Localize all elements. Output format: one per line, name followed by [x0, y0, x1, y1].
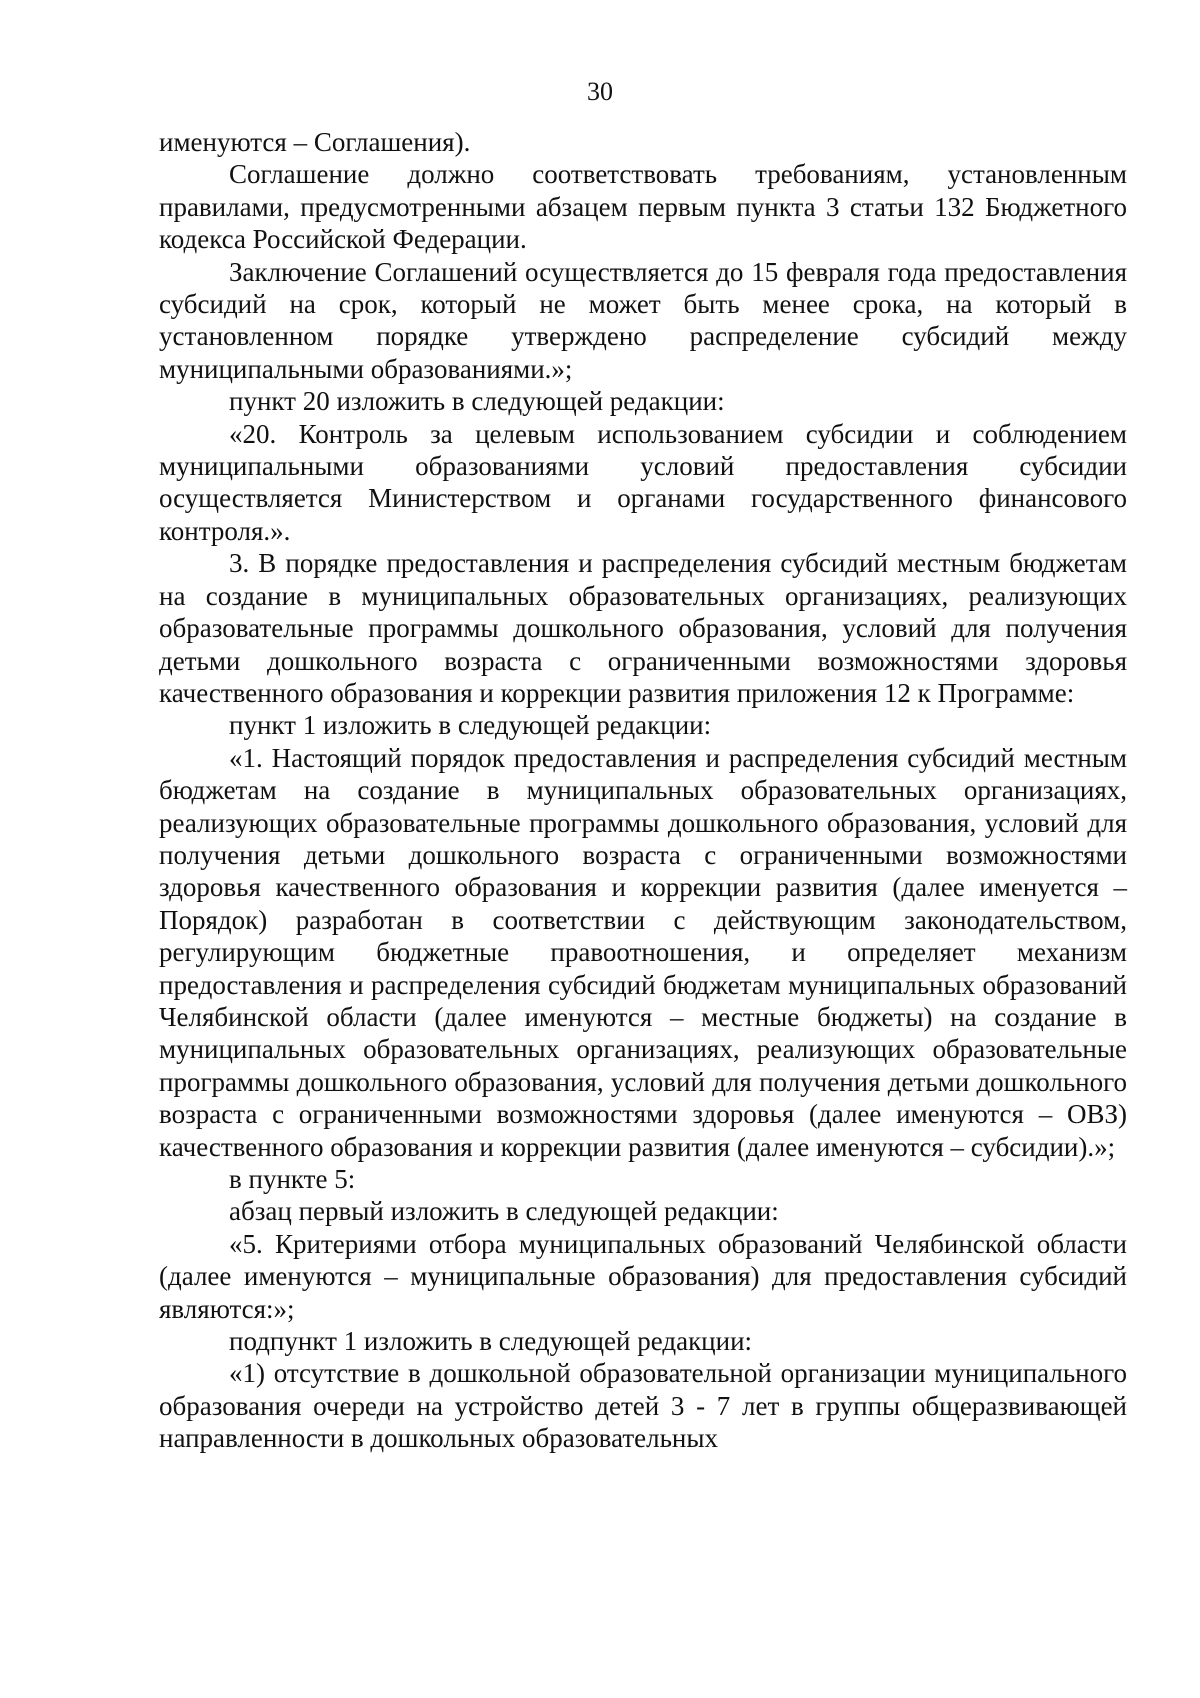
paragraph-9: в пункте 5: — [229, 1164, 356, 1194]
page-number: 30 — [587, 77, 613, 106]
paragraph-6: 3. В порядке предоставления и распределения субсидий местным бюджетам на создание в муниципальных образовательных организациях, реализующих образовательные программы дошкольного образования, условий для получения детьми дошкольного возраста с ограниченными возможностями здоровья качественного образования и коррекции развития приложения 12 к Программе: — [159, 548, 1127, 708]
document-body — [159, 126, 1127, 1455]
paragraph-1: именуются – Соглашения). — [159, 127, 471, 157]
paragraph-3: Заключение Соглашений осуществляется до 15 февраля года предоставления субсидий на срок, который не может быть менее срока, на который в установленном порядке утверждено распределение субсидий между муниципальными образованиями.»; — [159, 256, 1127, 384]
paragraph-7: пункт 1 изложить в следующей редакции: — [229, 710, 712, 741]
paragraph-2: Соглашение должно соответствовать требованиям, установленным правилами, предусмотренными абзацем первым пункта 3 статьи 132 Бюджетного кодекса Российской Федерации. — [159, 159, 1127, 255]
paragraph-10: абзац первый изложить в следующей редакции: — [229, 1196, 779, 1227]
paragraph-11: «5. Критериями отбора муниципальных образований Челябинской области (далее именуются – муниципальные образования) для предоставления субсидий являются:»; — [159, 1228, 1127, 1324]
paragraph-5: «20. Контроль за целевым использованием субсидии и соблюдением муниципальными образованиями условий предоставления субсидии осуществляется Министерством и органами государственного финансового контроля.». — [159, 418, 1127, 546]
paragraph-13: «1) отсутствие в дошкольной образовательной организации муниципального образования очереди на устройство детей 3 - 7 лет в группы общеразвивающей направленности в дошкольных образовательных — [159, 1358, 1127, 1454]
paragraph-12: подпункт 1 изложить в следующей редакции: — [229, 1326, 753, 1357]
paragraph-4: пункт 20 изложить в следующей редакции: — [229, 386, 725, 417]
paragraph-8: «1. Настоящий порядок предоставления и распределения субсидий местным бюджетам на создание в муниципальных образовательных организациях, реализующих образовательные программы дошкольного образования, условий для получения детьми дошкольного возраста с ограниченными возможностями здоровья качественного образования и коррекции развития (далее именуется – Порядок) разработан в соответствии с действующим законодательством, регулирующим бюджетные правоотношения, и определяет механизм предоставления и распределения субсидий бюджетам муниципальных образований Челябинской области (далее именуются – местные бюджеты) на создание в муниципальных образовательных организациях, реализующих образовательные программы дошкольного образования, условий для получения детьми дошкольного возраста с ограниченными возможностями здоровья (далее именуются – ОВЗ) качественного образования и коррекции развития (далее именуются – субсидии).»; — [159, 742, 1127, 1162]
